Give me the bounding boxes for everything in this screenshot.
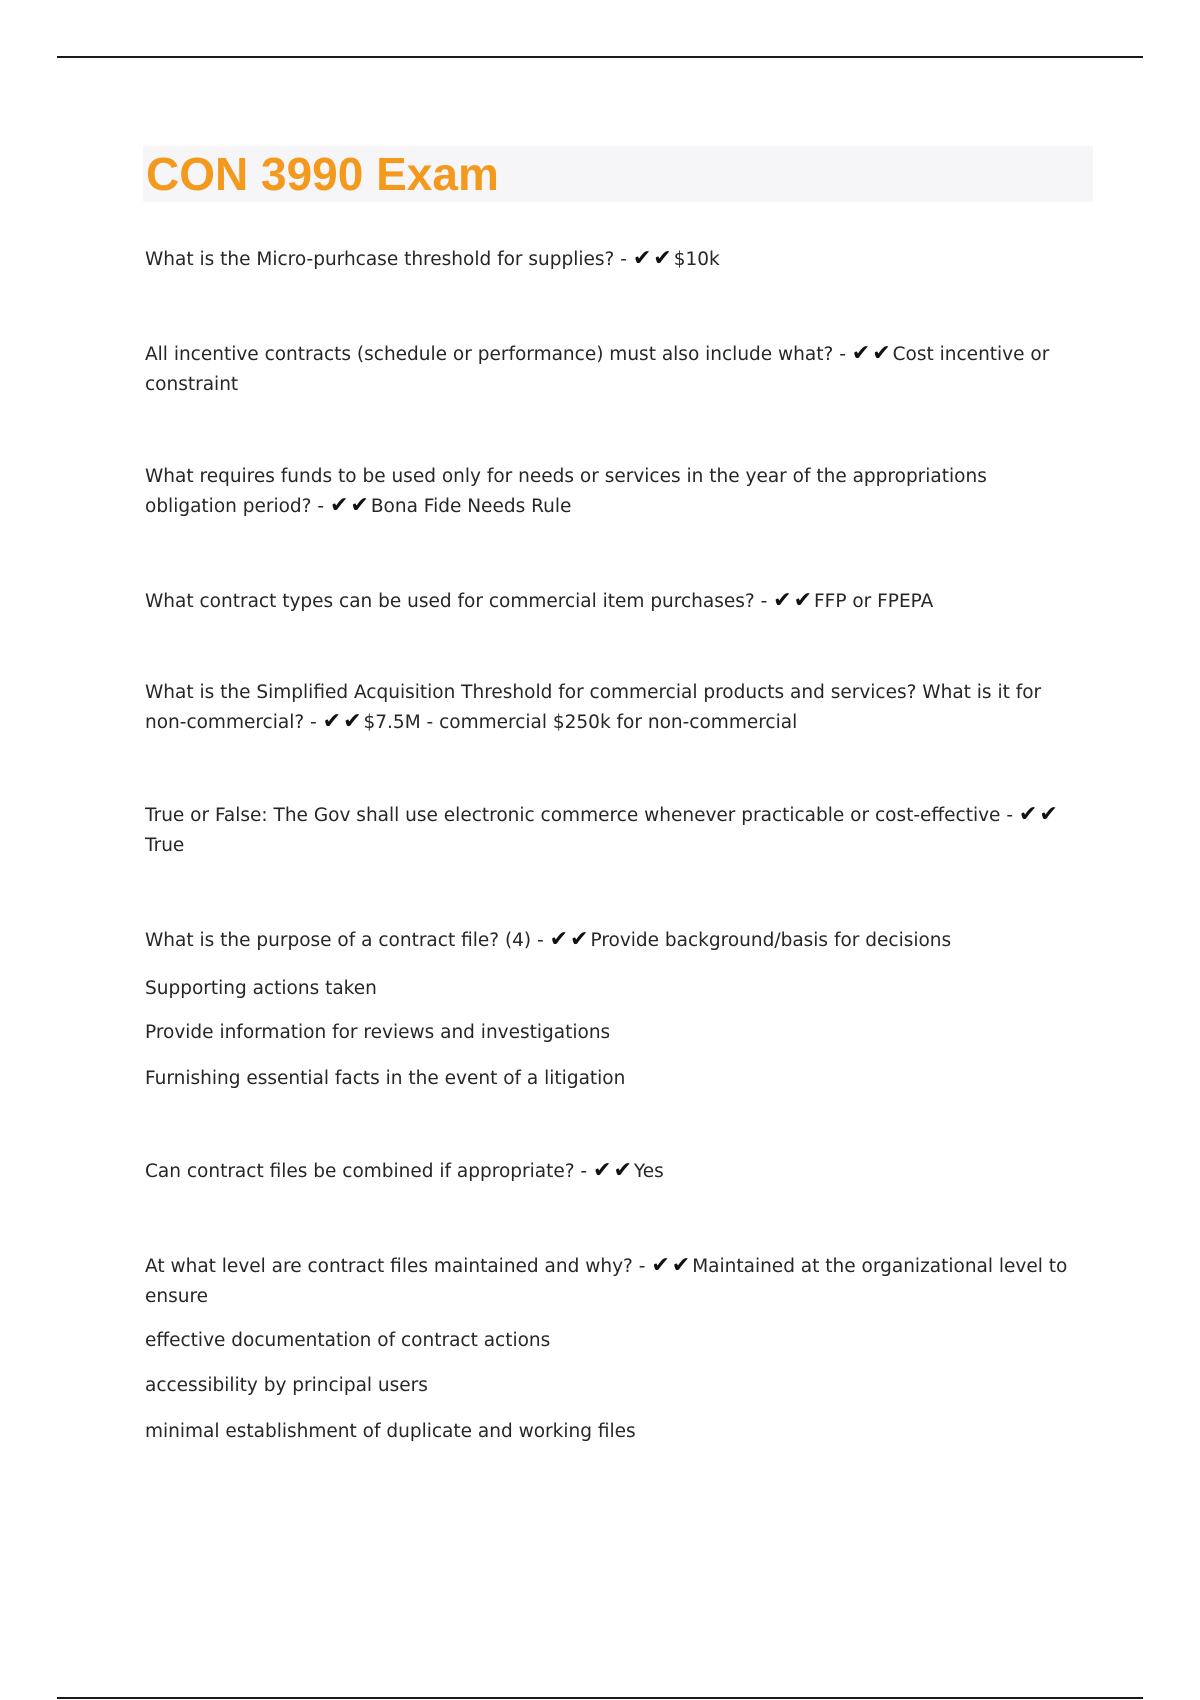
answer-text: Cost incentive or constraint — [145, 344, 1050, 395]
answer-text: Maintained at the organizational level to ensure — [145, 1256, 1068, 1307]
question-text: What is the Micro-purhcase threshold for supplies? - — [145, 249, 627, 270]
footer-rule — [57, 1697, 1143, 1699]
qa-item — [145, 587, 1075, 617]
check-icon: ✔ — [653, 246, 672, 271]
header-rule — [57, 56, 1143, 58]
qa-item — [145, 1157, 1075, 1187]
qa-item — [145, 340, 1075, 400]
document-title: CON 3990 Exam — [146, 148, 499, 200]
check-icon: ✔ — [570, 927, 589, 952]
check-icon: ✔ — [322, 709, 342, 734]
check-icon: ✔ — [793, 588, 813, 613]
question-text: What requires funds to be used only for needs or services in the year of the appropriations obligation period? - — [145, 466, 987, 517]
question-text: What is the Simplified Acquisition Threshold for commercial products and services? What is it for non-commercial? - — [145, 682, 1042, 733]
qa-item — [145, 801, 1075, 861]
check-icon: ✔ — [773, 588, 792, 613]
check-icon: ✔ — [1018, 802, 1038, 827]
check-icon: ✔ — [851, 341, 871, 366]
answer-text: Provide background/basis for decisions — [590, 930, 952, 951]
check-icon: ✔ — [651, 1253, 670, 1278]
check-icon: ✔ — [593, 1158, 612, 1183]
check-icon: ✔ — [350, 493, 369, 518]
answer-continuation: Furnishing essential facts in the event of a litigation — [145, 1068, 626, 1089]
check-icon: ✔ — [329, 493, 349, 518]
question-text: At what level are contract files maintained and why? - — [145, 1256, 646, 1277]
qa-item — [145, 678, 1075, 738]
check-icon: ✔ — [613, 1158, 632, 1183]
question-text: Can contract files be combined if appropriate? - — [145, 1161, 588, 1182]
answer-text: $10k — [673, 249, 720, 270]
question-text: What contract types can be used for commercial item purchases? - — [145, 591, 768, 612]
qa-item — [145, 462, 1075, 522]
answer-continuation: accessibility by principal users — [145, 1375, 428, 1396]
check-icon: ✔ — [872, 341, 891, 366]
check-icon: ✔ — [343, 709, 362, 734]
answer-text: $7.5M - commercial $250k for non-commercial — [363, 712, 798, 733]
qa-item — [145, 1252, 1075, 1312]
qa-item — [145, 926, 1075, 956]
question-text: All incentive contracts (schedule or performance) must also include what? - — [145, 344, 846, 365]
answer-continuation: Supporting actions taken — [145, 978, 377, 999]
answer-text: FFP or FPEPA — [814, 591, 934, 612]
answer-text: True — [145, 835, 185, 856]
qa-item — [145, 245, 1075, 275]
question-text: True or False: The Gov shall use electronic commerce whenever practicable or cost-effective - — [145, 805, 1013, 826]
check-icon: ✔ — [671, 1253, 691, 1278]
answer-continuation: Provide information for reviews and investigations — [145, 1022, 611, 1043]
answer-text: Bona Fide Needs Rule — [370, 496, 572, 517]
answer-continuation: minimal establishment of duplicate and working files — [145, 1421, 636, 1442]
check-icon: ✔ — [549, 927, 569, 952]
answer-text: Yes — [633, 1161, 664, 1182]
question-text: What is the purpose of a contract file? (4) - — [145, 930, 544, 951]
answer-continuation: effective documentation of contract actions — [145, 1330, 551, 1351]
check-icon: ✔ — [632, 246, 652, 271]
check-icon: ✔ — [1039, 802, 1058, 827]
